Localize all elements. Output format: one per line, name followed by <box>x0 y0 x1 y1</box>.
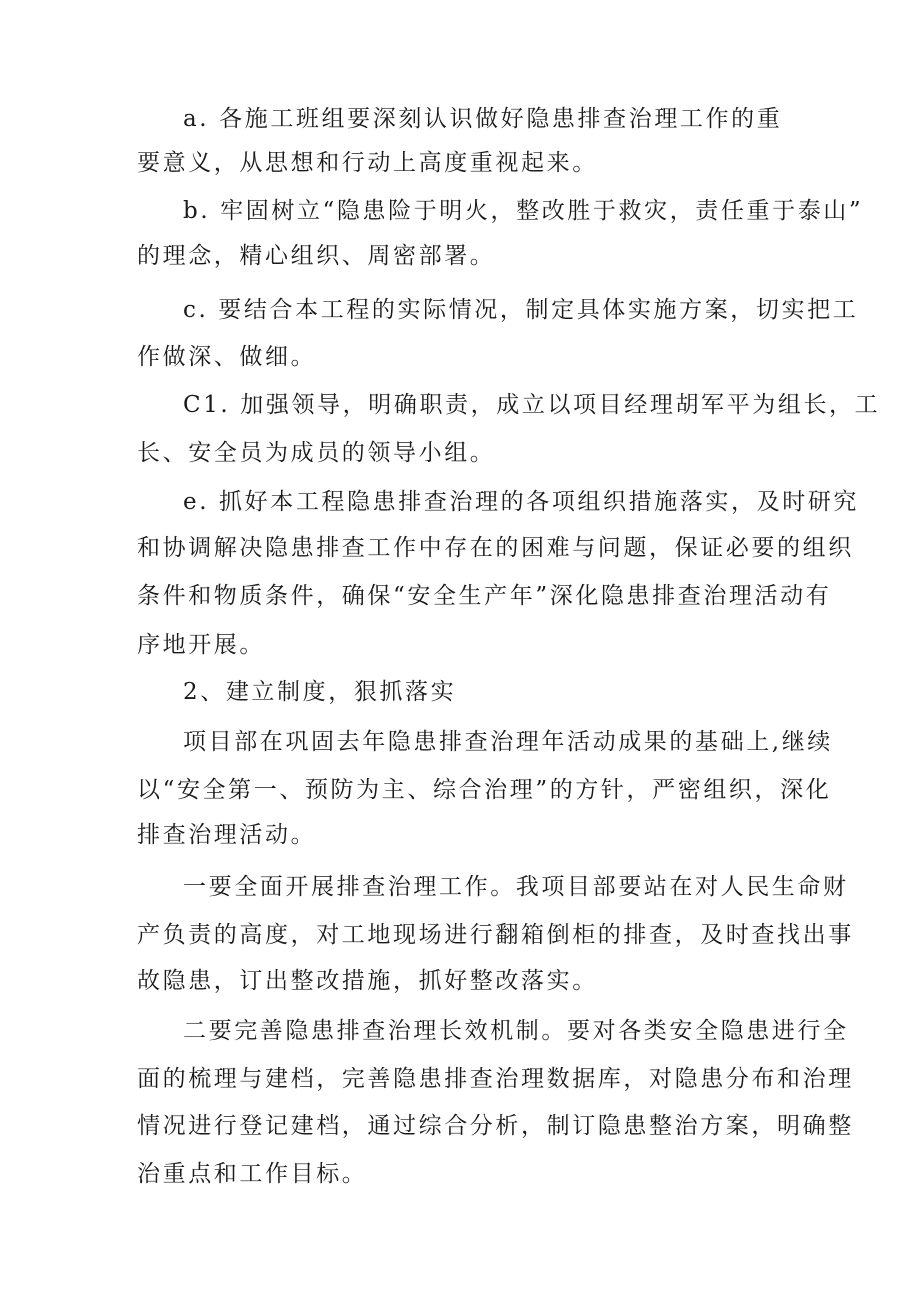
text-line: 故隐患，订出整改措施，抓好整改落实。 <box>137 968 598 994</box>
text-line: 治重点和工作目标。 <box>137 1161 368 1187</box>
text-line: 情况进行登记建档，通过综合分析，制订隐患整治方案，明确整 <box>137 1113 854 1139</box>
text-line: 二要完善隐患排查治理长效机制。要对各类安全隐患进行全 <box>183 1018 849 1044</box>
text-line: e. 抓好本工程隐患排查治理的各项组织措施落实，及时研究 <box>183 489 860 515</box>
text-line: 项目部在巩固去年隐患排查治理年活动成果的基础上,继续 <box>183 729 833 755</box>
text-line: 长、安全员为成员的领导小组。 <box>137 440 496 466</box>
text-line: 条件和物质条件，确保“安全生产年”深化隐患排查治理活动有 <box>137 583 832 609</box>
text-line: a. 各施工班组要深刻认识做好隐患排查治理工作的重 <box>183 106 783 132</box>
text-line: c. 要结合本工程的实际情况，制定具体实施方案，切实把工 <box>183 297 859 323</box>
text-line: 序地开展。 <box>137 632 265 658</box>
section-heading: 2、建立制度，狠抓落实 <box>183 679 457 705</box>
text-line: 一要全面开展排查治理工作。我项目部要站在对人民生命财 <box>183 874 849 900</box>
text-line: b. 牢固树立“隐患险于明火，整改胜于救灾，责任重于泰山” <box>183 198 864 224</box>
text-line: 的理念，精心组织、周密部署。 <box>137 243 496 269</box>
text-line: 面的梳理与建档，完善隐患排查治理数据库，对隐患分布和治理 <box>137 1066 854 1092</box>
text-line: 排查治理活动。 <box>137 822 317 848</box>
text-line: 以“安全第一、预防为主、综合治理”的方针，严密组织，深化 <box>137 777 832 803</box>
text-line: 产负责的高度，对工地现场进行翻箱倒柜的排查，及时查找出事 <box>137 922 854 948</box>
text-line: C1. 加强领导，明确职责，成立以项目经理胡军平为组长，工 <box>183 392 881 418</box>
text-line: 作做深、做细。 <box>137 344 317 370</box>
text-line: 和协调解决隐患排查工作中存在的困难与问题，保证必要的组织 <box>137 535 854 561</box>
text-line: 要意义，从思想和行动上高度重视起来。 <box>137 150 598 176</box>
